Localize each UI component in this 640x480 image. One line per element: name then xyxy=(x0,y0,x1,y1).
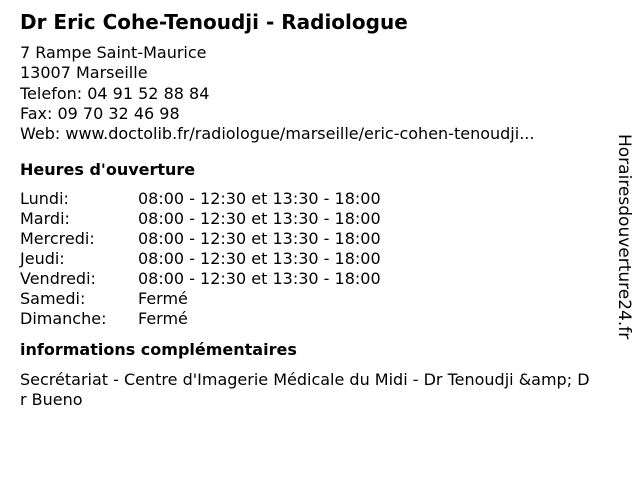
day-hours: 08:00 - 12:30 et 13:30 - 18:00 xyxy=(138,269,381,289)
hours-row-tuesday xyxy=(20,209,600,229)
address-block xyxy=(20,43,600,144)
hours-row-friday xyxy=(20,269,600,289)
day-hours: 08:00 - 12:30 et 13:30 - 18:00 xyxy=(138,189,381,209)
day-hours: Fermé xyxy=(138,309,188,329)
day-label: Dimanche: xyxy=(20,309,107,329)
day-label: Vendredi: xyxy=(20,269,96,289)
hours-row-monday xyxy=(20,189,600,209)
page-title: Dr Eric Cohe-Tenoudji - Radiologue xyxy=(20,10,408,34)
day-label: Lundi: xyxy=(20,189,69,209)
hours-row-thursday xyxy=(20,249,600,269)
day-hours: 08:00 - 12:30 et 13:30 - 18:00 xyxy=(138,229,381,249)
hours-row-saturday xyxy=(20,289,600,309)
additional-info-heading: informations complémentaires xyxy=(20,340,297,360)
street-address: 7 Rampe Saint-Maurice xyxy=(20,43,207,62)
day-hours: 08:00 - 12:30 et 13:30 - 18:00 xyxy=(138,209,381,229)
hours-row-sunday xyxy=(20,309,600,329)
fax-number: Fax: 09 70 32 46 98 xyxy=(20,103,180,123)
additional-info-text: Secrétariat - Centre d'Imagerie Médicale du Midi - Dr Tenoudji &amp; Dr Bueno xyxy=(20,370,590,410)
opening-hours-table xyxy=(20,189,600,329)
day-label: Jeudi: xyxy=(20,249,65,269)
phone-number: Telefon: 04 91 52 88 84 xyxy=(20,83,210,103)
website-link[interactable]: Web: www.doctolib.fr/radiologue/marseille/eric-cohen-tenoudji... xyxy=(20,124,535,144)
day-label: Mardi: xyxy=(20,209,70,229)
hours-row-wednesday xyxy=(20,229,600,249)
business-card xyxy=(20,8,600,410)
day-hours: 08:00 - 12:30 et 13:30 - 18:00 xyxy=(138,249,381,269)
day-hours: Fermé xyxy=(138,289,188,309)
opening-hours-heading: Heures d'ouverture xyxy=(20,160,196,180)
day-label: Mercredi: xyxy=(20,229,95,249)
city-address: 13007 Marseille xyxy=(20,63,148,83)
site-watermark: Horairesdouverture24.fr xyxy=(614,134,634,340)
day-label: Samedi: xyxy=(20,289,86,309)
